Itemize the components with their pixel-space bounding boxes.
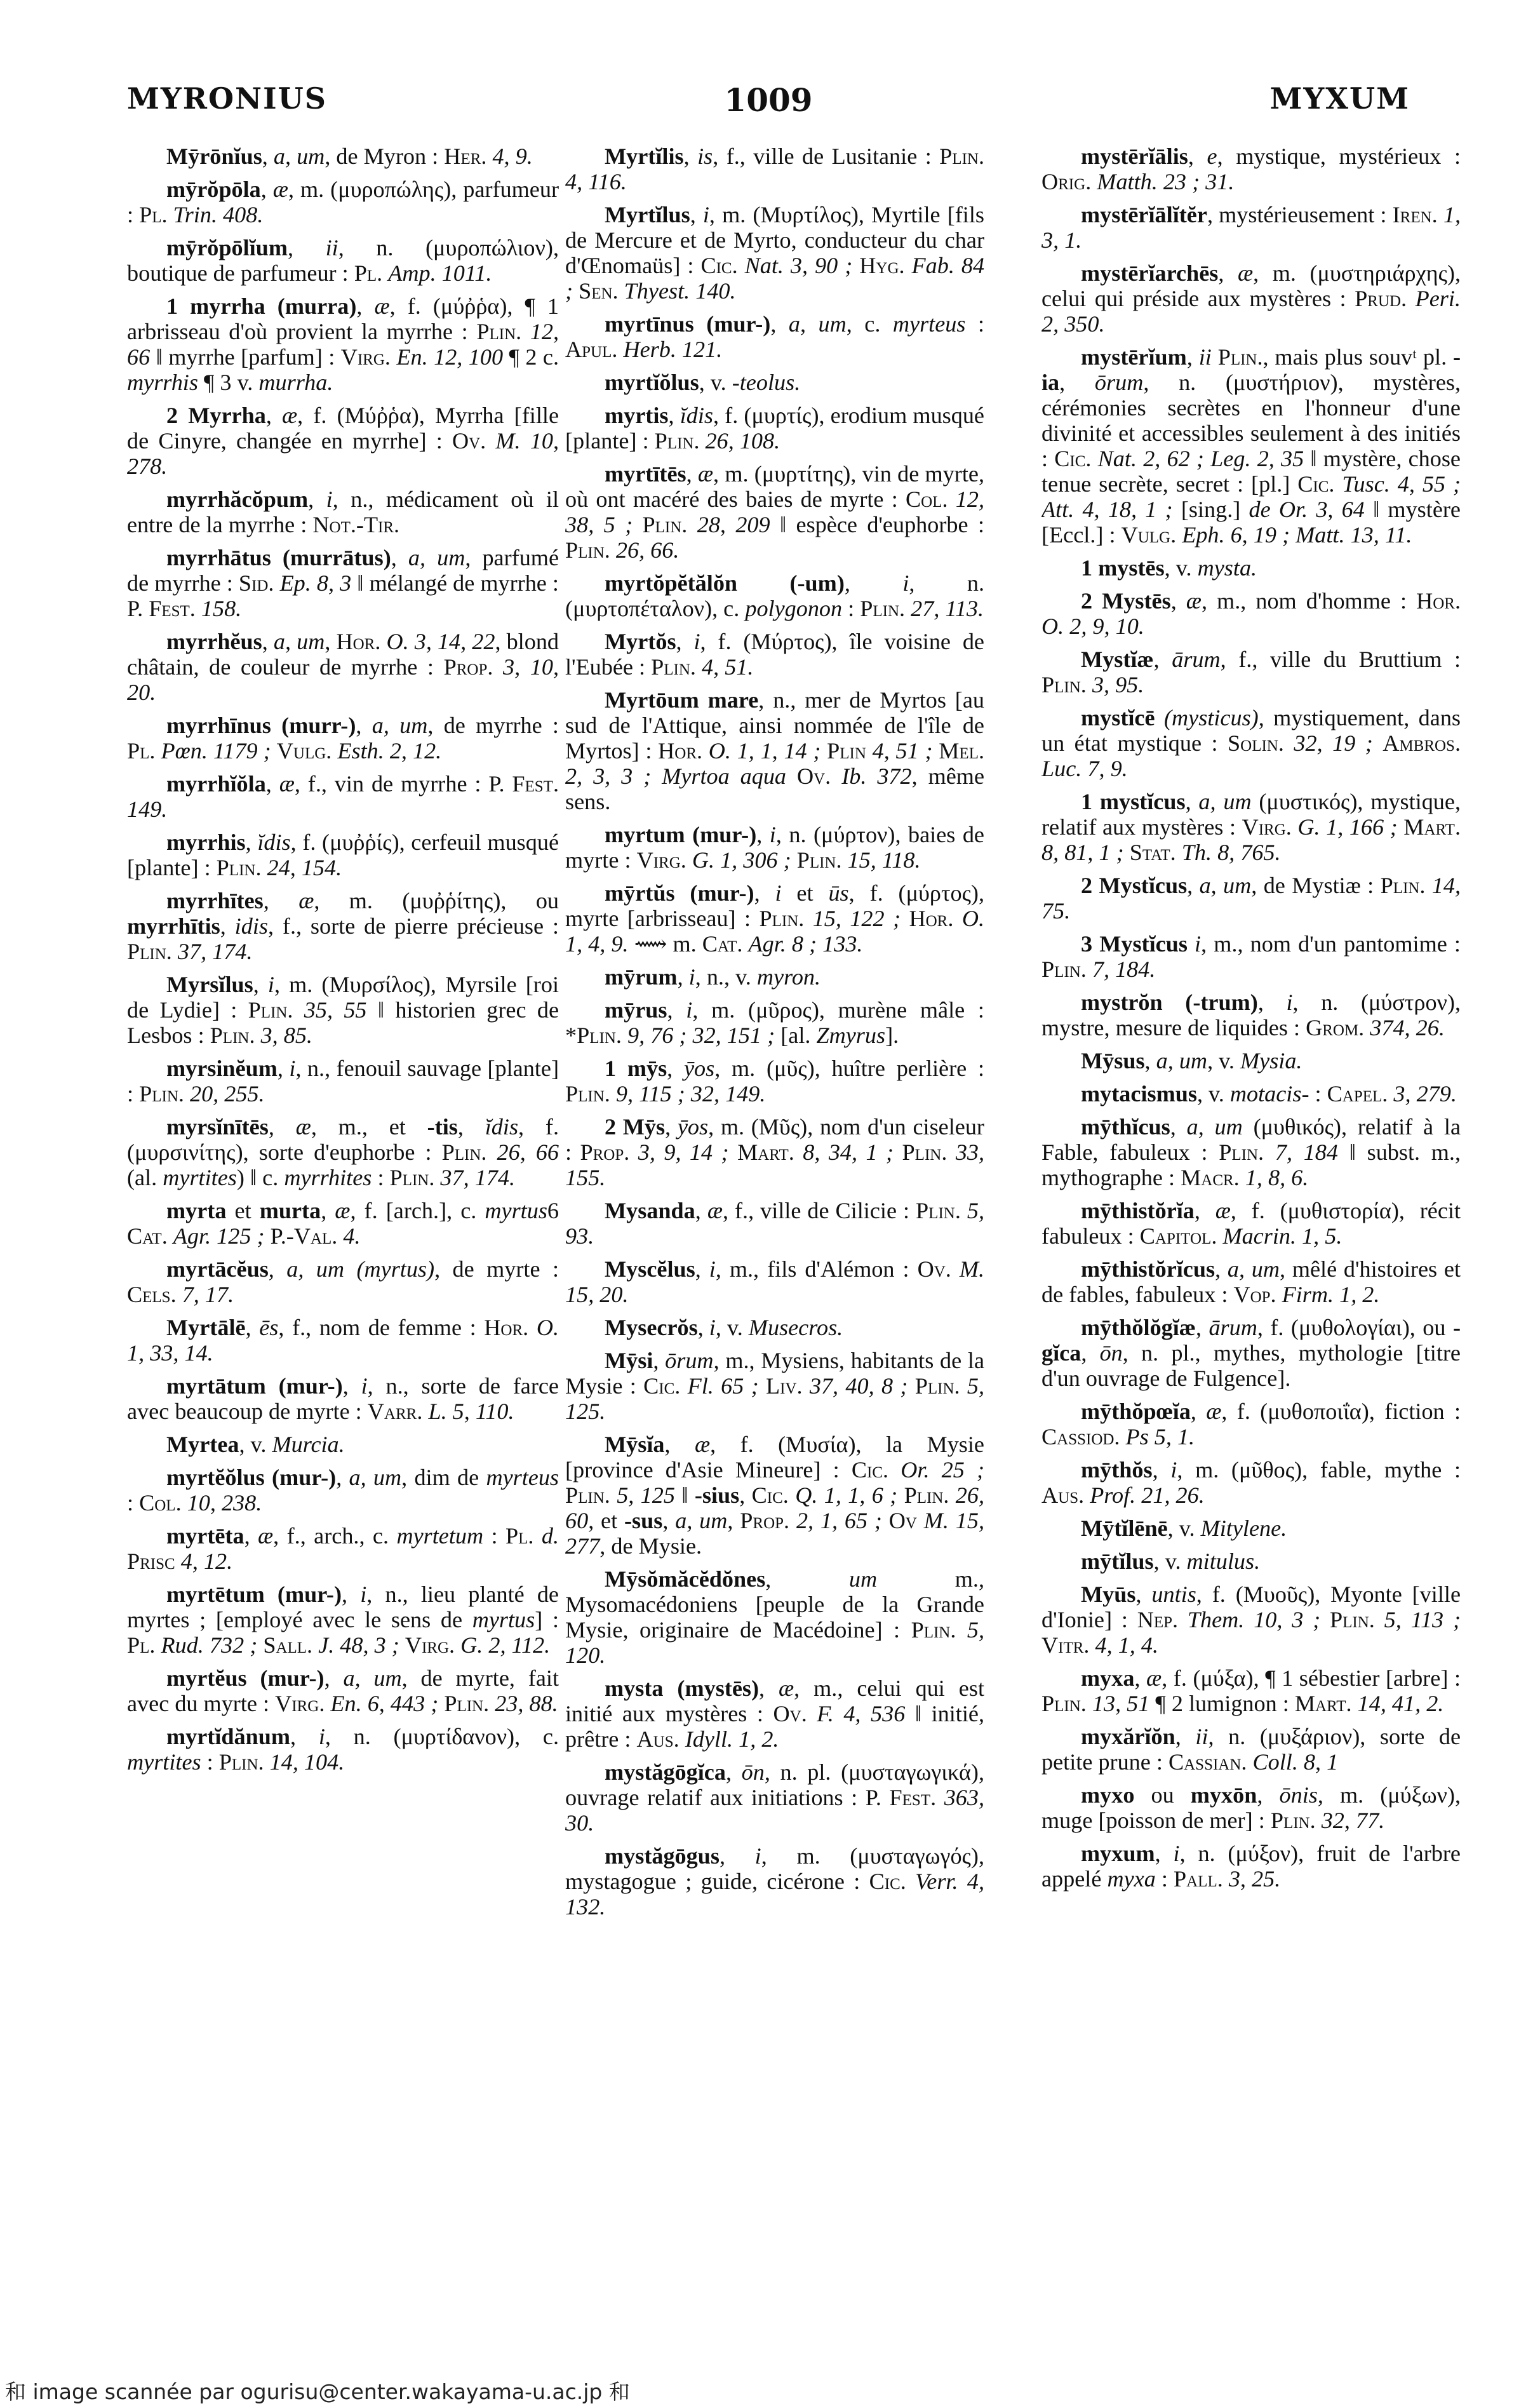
dictionary-entry: Myrtĭlis, is, f., ville de Lusitanie : Plin. 4, 116. — [565, 144, 984, 194]
dictionary-entry: mystērĭum, ii Plin., mais plus souvᵗ pl. -ia, ōrum, n. (μυστήριον), mystères, cérémonies secrètes en l'honneur d'une divinité et accessibles seulement à des initiés : Cic. Nat. 2, 62 ; Leg. 2, 35 ‖ mystère, chose tenue secrète, secret : [pl.] Cic. Tusc. 4, 55 ; Att. 4, 18, 1 ; [sing.] de Or. 3, 64 ‖ mystère [Eccl.] : Vulg. Eph. 6, 19 ; Matt. 13, 11. — [1041, 344, 1461, 548]
dictionary-entry: myrtĕus (mur-), a, um, de myrte, fait avec du myrte : Virg. En. 6, 443 ; Plin. 23, 88. — [127, 1665, 559, 1716]
dictionary-entry: 2 Myrrha, æ, f. (Μύῤῥα), Myrrha [fille de Cinyre, changée en myrrhe] : Ov. M. 10, 278. — [127, 403, 559, 479]
dictionary-entry: 2 Mystĭcus, a, um, de Mystiæ : Plin. 14, 75. — [1041, 873, 1461, 924]
dictionary-entry: Myscĕlus, i, m., fils d'Alémon : Ov. M. 15, 20. — [565, 1256, 984, 1307]
dictionary-entry: mȳthŏs, i, m. (μῦθος), fable, mythe : Aus. Prof. 21, 26. — [1041, 1457, 1461, 1508]
dictionary-entry: Myrtea, v. Murcia. — [166, 1432, 345, 1457]
dictionary-entry: Mȳrōnĭus, a, um, de Myron : Her. 4, 9. — [166, 144, 533, 169]
dictionary-entry: mȳthistŏrĭa, æ, f. (μυθιστορία), récit fabuleux : Capitol. Macrin. 1, 5. — [1041, 1198, 1461, 1249]
right-guide-word: MYXUM — [1269, 81, 1410, 116]
dictionary-entry: Myrtōum mare, n., mer de Myrtos [au sud de l'Attique, ainsi nommée de l'île de Myrtos] : Hor. O. 1, 1, 14 ; Plin 4, 51 ; Mel. 2, 3, 3 ; Myrtoa aqua Ov. Ib. 372, même sens. — [565, 687, 984, 814]
dictionary-entry: Mȳsŏmăcĕdŏnes, um m., Mysomacédoniens [peuple de la Grande Mysie, originaire de Macédoine] : Plin. 5, 120. — [565, 1566, 984, 1668]
dictionary-entry: 1 mȳs, ȳos, m. (μῦς), huître perlière : Plin. 9, 115 ; 32, 149. — [565, 1056, 984, 1106]
dictionary-entry: myrta et murta, æ, f. [arch.], c. myrtus6 Cat. Agr. 125 ; P.-Val. 4. — [127, 1198, 559, 1249]
dictionary-entry: Mȳsi, ōrum, m., Mysiens, habitants de la Mysie : Cic. Fl. 65 ; Liv. 37, 40, 8 ; Plin. 5, 125. — [565, 1348, 984, 1424]
dictionary-entry: myrrhātus (murrātus), a, um, parfumé de myrrhe : Sid. Ep. 8, 3 ‖ mélangé de myrrhe : P. Fest. 158. — [127, 545, 559, 621]
dictionary-entry: mystăgōgĭca, ōn, n. pl. (μυσταγωγικά), ouvrage relatif aux initiations : P. Fest. 363, 30. — [565, 1759, 984, 1836]
dictionary-entry: myrtis, ĭdis, f. (μυρτίς), erodium musqué [plante] : Plin. 26, 108. — [565, 403, 984, 454]
dictionary-entry: 1 mystĭcus, a, um (μυστικός), mystique, relatif aux mystères : Virg. G. 1, 166 ; Mart. 8, 81, 1 ; Stat. Th. 8, 765. — [1041, 789, 1461, 865]
dictionary-entry: mȳrum, i, n., v. myron. — [605, 964, 821, 990]
dictionary-entry: myxa, æ, f. (μύξα), ¶ 1 sébestier [arbre] : Plin. 13, 51 ¶ 2 lumignon : Mart. 14, 41, 2. — [1041, 1665, 1461, 1716]
dictionary-entry: Myrtālē, ēs, f., nom de femme : Hor. O. 1, 33, 14. — [127, 1315, 559, 1366]
dictionary-entry: myrsinĕum, i, n., fenouil sauvage [plante] : Plin. 20, 255. — [127, 1056, 559, 1106]
dictionary-entry: myrrhăcŏpum, i, n., médicament où il entre de la myrrhe : Not.-Tir. — [127, 487, 559, 537]
dictionary-entry: mȳthistŏrĭcus, a, um, mêlé d'histoires et de fables, fabuleux : Vop. Firm. 1, 2. — [1041, 1256, 1461, 1307]
dictionary-entry: mystăgōgus, i, m. (μυσταγωγός), mystagogue ; guide, cicérone : Cic. Verr. 4, 132. — [565, 1843, 984, 1919]
dictionary-entry: myrtēta, æ, f., arch., c. myrtetum : Pl. d. Prisc 4, 12. — [127, 1523, 559, 1574]
dictionary-entry: myrtētum (mur-), i, n., lieu planté de myrtes ; [employé avec le sens de myrtus] : Pl. Rud. 732 ; Sall. J. 48, 3 ; Virg. G. 2, 112. — [127, 1582, 559, 1658]
dictionary-entry: mȳrŏpōla, æ, m. (μυροπώλης), parfumeur : Pl. Trin. 408. — [127, 177, 559, 227]
dictionary-entry: Mȳtĭlēnē, v. Mitylene. — [1081, 1516, 1287, 1541]
dictionary-entry: myxum, i, n. (μύξον), fruit de l'arbre appelé myxa : Pall. 3, 25. — [1041, 1841, 1461, 1892]
dictionary-entry: mystērĭālis, e, mystique, mystérieux : Orig. Matth. 23 ; 31. — [1041, 144, 1461, 194]
column-right — [1041, 144, 1461, 2348]
dictionary-entry: mystērĭarchēs, æ, m. (μυστηριάρχης), celui qui préside aux mystères : Prud. Peri. 2, 350. — [1041, 260, 1461, 337]
dictionary-entry: Mȳsus, a, um, v. Mysia. — [1081, 1048, 1302, 1073]
dictionary-entry: myrtĭdănum, i, n. (μυρτίδανον), c. myrtites : Plin. 14, 104. — [127, 1724, 559, 1775]
dictionary-entry: Mȳsĭa, æ, f. (Μυσία), la Mysie [province d'Asie Mineure] : Cic. Or. 25 ; Plin. 5, 125 ‖ -sius, Cic. Q. 1, 1, 6 ; Plin. 26, 60, et -sus, a, um, Prop. 2, 1, 65 ; Ov M. 15, 277, de Mysie. — [565, 1432, 984, 1559]
dictionary-entry: 3 Mystĭcus i, m., nom d'un pantomime : Plin. 7, 184. — [1041, 931, 1461, 982]
dictionary-entry: mȳrŏpōlĭum, ii, n. (μυροπώλιον), boutique de parfumeur : Pl. Amp. 1011. — [127, 235, 559, 286]
dictionary-entry: mȳrus, i, m. (μῦρος), murène mâle : *Plin. 9, 76 ; 32, 151 ; [al. Zmyrus]. — [565, 997, 984, 1048]
dictionary-entry: Mysanda, æ, f., ville de Cilicie : Plin. 5, 93. — [565, 1198, 984, 1249]
dictionary-entry: myrrhīnus (murr-), a, um, de myrrhe : Pl. Pœn. 1179 ; Vulg. Esth. 2, 12. — [127, 713, 559, 763]
dictionary-entry: myrtĭŏlus, v. -teolus. — [605, 370, 801, 395]
dictionary-entry: myrrhis, ĭdis, f. (μυῤῥίς), cerfeuil musqué [plante] : Plin. 24, 154. — [127, 830, 559, 880]
dictionary-entry: 1 mystēs, v. mysta. — [1081, 555, 1257, 581]
dictionary-entry: myxărĭŏn, ii, n. (μυξάριον), sorte de petite prune : Cassian. Coll. 8, 1 — [1041, 1724, 1461, 1775]
dictionary-entry: mystĭcē (mysticus), mystiquement, dans un état mystique : Solin. 32, 19 ; Ambros. Luc. 7, 9. — [1041, 705, 1461, 781]
dictionary-entry: myrsĭnītēs, æ, m., et -tis, ĭdis, f. (μυρσινίτης), sorte d'euphorbe : Plin. 26, 66 (al. myrtites) ‖ c. myrrhites : Plin. 37, 174. — [127, 1114, 559, 1190]
scan-credit: 和 image scannée par ogurisu@center.wakayama-u.ac.jp 和 — [5, 2379, 630, 2404]
dictionary-entry: myrtācĕus, a, um (myrtus), de myrte : Cels. 7, 17. — [127, 1256, 559, 1307]
dictionary-entry: myrtum (mur-), i, n. (μύρτον), baies de myrte : Virg. G. 1, 306 ; Plin. 15, 118. — [565, 822, 984, 873]
dictionary-entry: 2 Mystēs, æ, m., nom d'homme : Hor. O. 2, 9, 10. — [1041, 588, 1461, 639]
page-number: 1009 — [724, 81, 813, 119]
dictionary-entry: mȳrtŭs (mur-), i et ūs, f. (μύρτος), myrte [arbrisseau] : Plin. 15, 122 ; Hor. O. 1, 4, 9. ⟿ m. Cat. Agr. 8 ; 133. — [565, 880, 984, 957]
page-header — [127, 81, 1410, 126]
dictionary-entry: mȳthŏlŏgĭæ, ārum, f. (μυθολογίαι), ou -gĭca, ōn, n. pl., mythes, mythologie [titre d'un ouvrage de Fulgence]. — [1041, 1315, 1461, 1391]
dictionary-entry: mysta (mystēs), æ, m., celui qui est initié aux mystères : Ov. F. 4, 536 ‖ initié, prêtre : Aus. Idyll. 1, 2. — [565, 1676, 984, 1752]
column-middle — [565, 144, 984, 2348]
dictionary-entry: Mysecrŏs, i, v. Musecros. — [605, 1315, 843, 1340]
dictionary-entry: mȳthŏpœĭa, æ, f. (μυθοποιΐα), fiction : Cassiod. Ps 5, 1. — [1041, 1399, 1461, 1449]
dictionary-entry: 2 Mȳs, ȳos, m. (Μῦς), nom d'un ciseleur : Prop. 3, 9, 14 ; Mart. 8, 34, 1 ; Plin. 33, 155. — [565, 1114, 984, 1190]
dictionary-entry: 1 myrrha (murra), æ, f. (μύῤῥα), ¶ 1 arbrisseau d'où provient la myrrhe : Plin. 12, 66 ‖ myrrhe [parfum] : Virg. En. 12, 100 ¶ 2 c. myrrhis ¶ 3 v. murrha. — [127, 293, 559, 395]
dictionary-entry: myrtītēs, æ, m. (μυρτίτης), vin de myrte, où ont macéré des baies de myrte : Col. 12, 38, 5 ; Plin. 28, 209 ‖ espèce d'euphorbe : Plin. 26, 66. — [565, 461, 984, 563]
dictionary-entry: myrrhītes, æ, m. (μυῤῥίτης), ou myrrhītis, idis, f., sorte de pierre précieuse : Plin. 37, 174. — [127, 888, 559, 964]
dictionary-entry: myrtŏpĕtălŏn (-um), i, n. (μυρτοπέταλον), c. polygonon : Plin. 27, 113. — [565, 570, 984, 621]
dictionary-entry: mystrŏn (-trum), i, n. (μύστρον), mystre, mesure de liquides : Grom. 374, 26. — [1041, 990, 1461, 1040]
dictionary-entry: mystērĭālĭtĕr, mystérieusement : Iren. 1, 3, 1. — [1041, 202, 1461, 253]
dictionary-entry: mytacismus, v. motacis- : Capel. 3, 279. — [1081, 1081, 1457, 1106]
dictionary-entry: Myrtŏs, i, f. (Μύρτος), île voisine de l'Eubée : Plin. 4, 51. — [565, 629, 984, 680]
dictionary-entry: myrtīnus (mur-), a, um, c. myrteus : Apul. Herb. 121. — [565, 311, 984, 362]
column-left — [127, 144, 559, 2348]
dictionary-entry: mȳtĭlus, v. mitulus. — [1081, 1549, 1261, 1574]
dictionary-entry: mȳthĭcus, a, um (μυθικός), relatif à la Fable, fabuleux : Plin. 7, 184 ‖ subst. m., mythographe : Macr. 1, 8, 6. — [1041, 1114, 1461, 1190]
dictionary-entry: myrrhĕus, a, um, Hor. O. 3, 14, 22, blond châtain, de couleur de myrrhe : Prop. 3, 10, 20. — [127, 629, 559, 705]
dictionary-entry: Myrsĭlus, i, m. (Μυρσίλος), Myrsile [roi de Lydie] : Plin. 35, 55 ‖ historien grec de Lesbos : Plin. 3, 85. — [127, 972, 559, 1048]
dictionary-entry: myrrhĭŏla, æ, f., vin de myrrhe : P. Fest. 149. — [127, 771, 559, 822]
left-guide-word: MYRONIUS — [127, 81, 327, 116]
dictionary-entry: Mystĭæ, ārum, f., ville du Bruttium : Plin. 3, 95. — [1041, 647, 1461, 697]
dictionary-entry: myrtĕŏlus (mur-), a, um, dim de myrteus : Col. 10, 238. — [127, 1465, 559, 1516]
dictionary-entry: myxo ou myxōn, ōnis, m. (μύξων), muge [poisson de mer] : Plin. 32, 77. — [1041, 1782, 1461, 1833]
dictionary-entry: myrtātum (mur-), i, n., sorte de farce avec beaucoup de myrte : Varr. L. 5, 110. — [127, 1373, 559, 1424]
dictionary-entry: Myūs, untis, f. (Μυοῦς), Myonte [ville d'Ionie] : Nep. Them. 10, 3 ; Plin. 5, 113 ; Vitr. 4, 1, 4. — [1041, 1582, 1461, 1658]
dictionary-entry: Myrtĭlus, i, m. (Μυρτίλος), Myrtile [fils de Mercure et de Myrto, conducteur du char d'Œnomaüs] : Cic. Nat. 3, 90 ; Hyg. Fab. 84 ; Sen. Thyest. 140. — [565, 202, 984, 304]
